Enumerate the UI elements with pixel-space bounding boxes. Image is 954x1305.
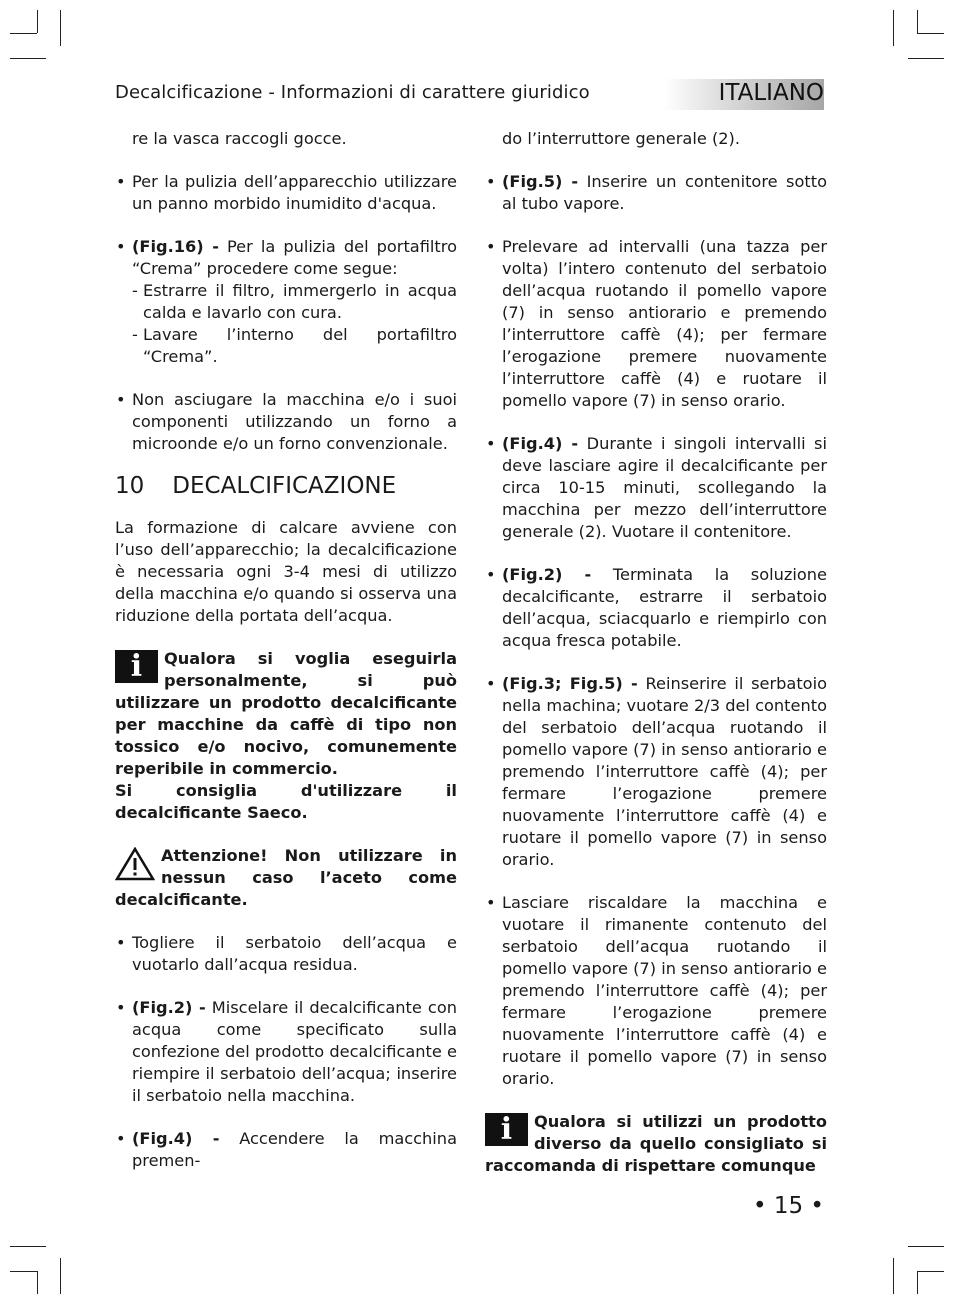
list-item: • Non asciugare la macchina e/o i suoi componenti utilizzando un forno a microonde e/o un forno convenzionale. bbox=[115, 389, 457, 455]
list-item-text: Terminata la soluzione decalcificante, estrarre il serbatoio dell’acqua, sciacquarlo e riempirlo con acqua fresca potabile. bbox=[502, 565, 827, 650]
info-icon: i bbox=[115, 650, 158, 683]
warning-note bbox=[115, 845, 457, 911]
info-text: Si consiglia d'utilizzare il decalcificante Saeco. bbox=[115, 781, 457, 822]
figure-ref: (Fig.2) - bbox=[502, 565, 592, 584]
crop-mark bbox=[893, 10, 894, 46]
section-heading bbox=[115, 475, 457, 497]
list-item bbox=[485, 673, 827, 871]
section-number: 10 bbox=[115, 473, 145, 499]
list-item bbox=[115, 236, 457, 280]
list-item bbox=[115, 997, 457, 1107]
info-text: Qualora si voglia eseguirla personalmente, si può utilizzare un prodotto decalcificante per macchine da caffè di tipo non tossico e/o nocivo, comunemente reperibile in commercio. bbox=[115, 649, 457, 778]
list-item: • Lasciare riscaldare la macchina e vuotare il rimanente contenuto del serbatoio dell’acqua ruotando il pomello vapore (7) in senso antiorario e premendo l’interruttore caffè (4); per fermare l’erogazione premere nuovamente l’interruttore caffè (4) e ruotare il pomello vapore (7) in senso orario. bbox=[485, 892, 827, 1090]
list-item bbox=[485, 171, 827, 215]
crop-mark bbox=[10, 1271, 37, 1272]
crop-mark bbox=[893, 1258, 894, 1294]
intro-paragraph: La formazione di calcare avviene con l’uso dell’apparecchio; la decalcificazione è necessaria ogni 3-4 mesi di utilizzo della macchina e/o quando si osserva una riduzione della portata dell’acqua. bbox=[115, 518, 457, 625]
crop-mark bbox=[917, 1271, 944, 1272]
list-item: • Per la pulizia dell’apparecchio utilizzare un panno morbido inumidito d'acqua. bbox=[115, 171, 457, 215]
continued-text: re la vasca raccogli gocce. bbox=[132, 129, 347, 148]
crop-mark bbox=[10, 1246, 46, 1247]
crop-mark bbox=[917, 33, 944, 34]
crop-mark bbox=[60, 1258, 61, 1294]
left-column bbox=[115, 128, 457, 1172]
language-label: ITALIANO bbox=[718, 80, 824, 106]
crop-mark bbox=[917, 10, 918, 33]
list-item-text: Reinserire il serbatoio nella machina; vuotare 2/3 del contento del serbatoio dell’acqua ruotando il pomello vapore (7) in senso antiorario e premendo l’interruttore caffè (4); per fermare l’erogazione premere nuovamente l’interruttore caffè (4) e ruotare il pomello vapore (7) in senso orario. bbox=[502, 674, 827, 869]
figure-ref: (Fig.4) - bbox=[502, 434, 579, 453]
figure-ref: (Fig.2) - bbox=[132, 998, 206, 1017]
list-item-text: Per la pulizia del portafiltro “Crema” procedere come segue: bbox=[132, 237, 457, 278]
figure-ref: (Fig.4) - bbox=[132, 1129, 220, 1148]
info-note bbox=[485, 1111, 827, 1177]
list-item: • Togliere il serbatoio dell’acqua e vuotarlo dall’acqua residua. bbox=[115, 932, 457, 976]
right-column bbox=[485, 128, 827, 1177]
figure-ref: (Fig.16) - bbox=[132, 237, 219, 256]
info-icon: i bbox=[485, 1113, 528, 1146]
crop-mark bbox=[908, 58, 944, 59]
crop-mark bbox=[37, 10, 38, 33]
list-item bbox=[485, 433, 827, 543]
running-header: Decalcificazione - Informazioni di carattere giuridico bbox=[115, 82, 590, 103]
language-tab bbox=[664, 79, 824, 110]
crop-mark bbox=[60, 10, 61, 46]
warning-text: Attenzione! Non utilizzare in nessun caso l’aceto come decalcificante. bbox=[115, 846, 457, 909]
list-item bbox=[485, 564, 827, 652]
crop-mark bbox=[37, 1271, 38, 1294]
list-item bbox=[115, 1128, 457, 1172]
crop-mark bbox=[10, 58, 46, 59]
continued-text: do l’interruttore generale (2). bbox=[502, 129, 741, 148]
sub-list-item: - Lavare l’interno del portafiltro “Crema”. bbox=[115, 324, 457, 368]
info-text: Qualora si utilizzi un prodotto diverso da quello consigliato si raccomanda di rispettare comunque bbox=[485, 1112, 827, 1175]
list-item: • Prelevare ad intervalli (una tazza per volta) l’intero contenuto del serbatoio dell’acqua ruotando il pomello vapore (7) in senso antiorario e premendo l’interruttore caffè (4); per fermare l’erogazione premere nuovamente l’interruttore caffè (4) e ruotare il pomello vapore (7) in senso orario. bbox=[485, 236, 827, 412]
list-item-text: Accendere la macchina premen- bbox=[132, 1129, 457, 1170]
list-item-text: Durante i singoli intervalli si deve lasciare agire il decalcificante per circa 10-15 minuti, scollegando la macchina per mezzo dell’interruttore generale (2). Vuotare il contenitore. bbox=[502, 434, 827, 541]
list-item-text: Miscelare il decalcificante con acqua come specificato sulla confezione del prodotto decalcificante e riempire il serbatoio dell’acqua; inserire il serbatoio nella macchina. bbox=[132, 998, 457, 1105]
page-number: • 15 • bbox=[752, 1193, 824, 1219]
crop-mark bbox=[908, 1246, 944, 1247]
crop-mark bbox=[917, 1271, 918, 1294]
crop-mark bbox=[10, 33, 37, 34]
figure-ref: (Fig.5) - bbox=[502, 172, 579, 191]
list-item-text: Inserire un contenitore sotto al tubo vapore. bbox=[502, 172, 827, 213]
warning-icon bbox=[115, 847, 155, 881]
info-note bbox=[115, 648, 457, 824]
section-title: DECALCIFICAZIONE bbox=[172, 473, 397, 499]
sub-list-item: - Estrarre il filtro, immergerlo in acqua calda e lavarlo con cura. bbox=[115, 280, 457, 324]
figure-ref: (Fig.3; Fig.5) - bbox=[502, 674, 638, 693]
